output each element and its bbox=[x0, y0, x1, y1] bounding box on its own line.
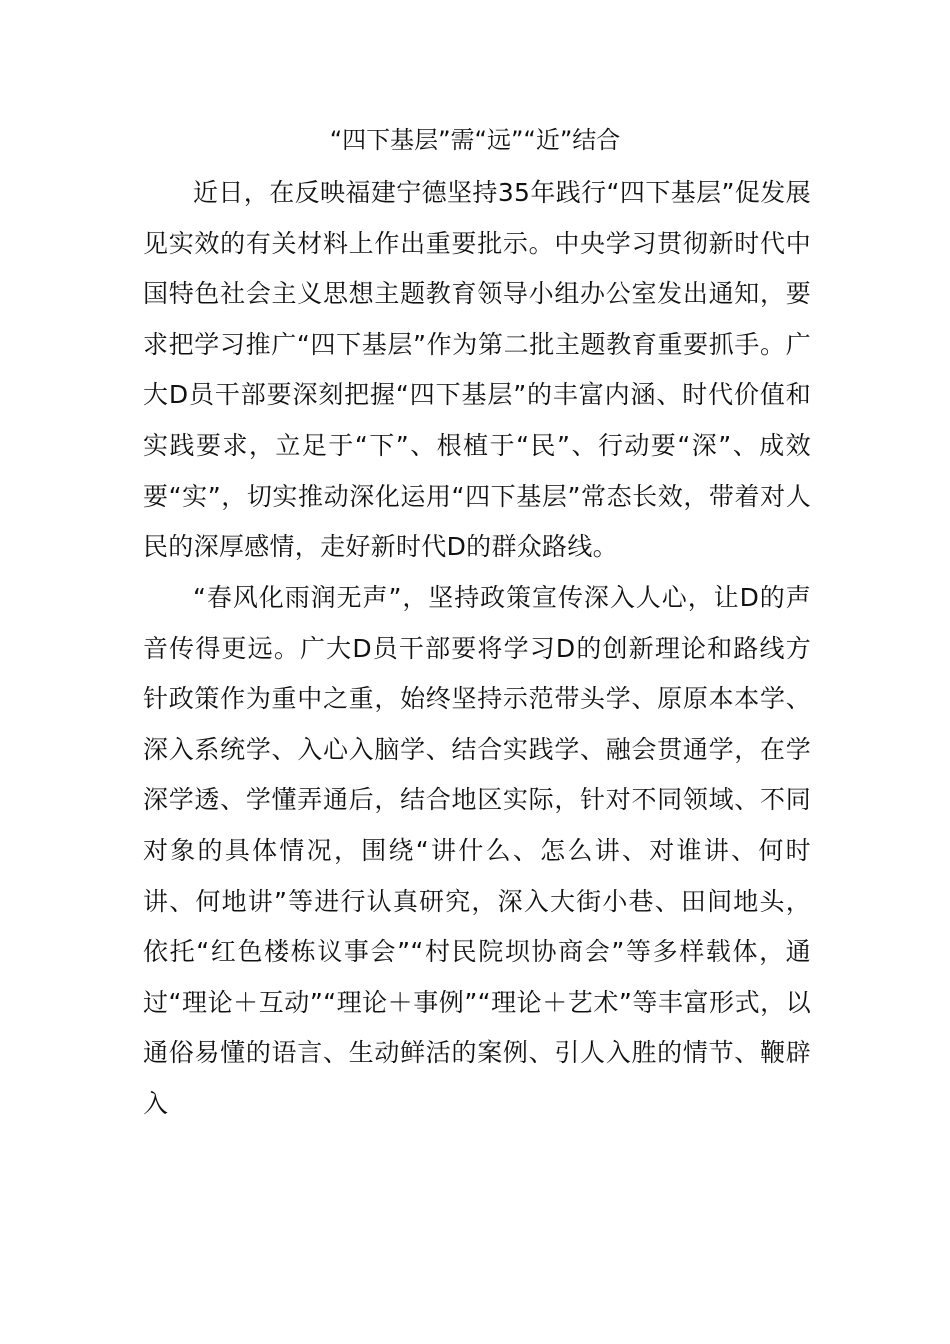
paragraph-2: “春风化雨润无声”，坚持政策宣传深入人心，让D的声音传得更远。广大D员干部要将学习D的创新理论和路线方针政策作为重中之重，始终坚持示范带头学、原原本本学、深入系统学、入心入脑学、结合实践学、融会贯通学，在学深学透、学懂弄通后，结合地区实际，针对不同领域、不同对象的具体情况，围绕“讲什么、怎么讲、对谁讲、何时讲、何地讲”等进行认真研究，深入大街小巷、田间地头，依托“红色楼栋议事会”“村民院坝协商会”等多样载体，通过“理论＋互动”“理论＋事例”“理论＋艺术”等丰富形式，以通俗易懂的语言、生动鲜活的案例、引人入胜的情节、鞭辟入 bbox=[143, 583, 811, 1118]
document-title: “四下基层”需“远”“近”结合 bbox=[329, 126, 621, 154]
paragraph-1: 近日，在反映福建宁德坚持35年践行“四下基层”促发展见实效的有关材料上作出重要批示。中央学习贯彻新时代中国特色社会主义思想主题教育领导小组办公室发出通知，要求把学习推广“四下基层”作为第二批主题教育重要抓手。广大D员干部要深刻把握“四下基层”的丰富内涵、时代价值和实践要求，立足于“下”、根植于“民”、行动要“深”、成效要“实”，切实推动深化运用“四下基层”常态长效，带着对人民的深厚感情，走好新时代D的群众路线。 bbox=[143, 178, 811, 562]
